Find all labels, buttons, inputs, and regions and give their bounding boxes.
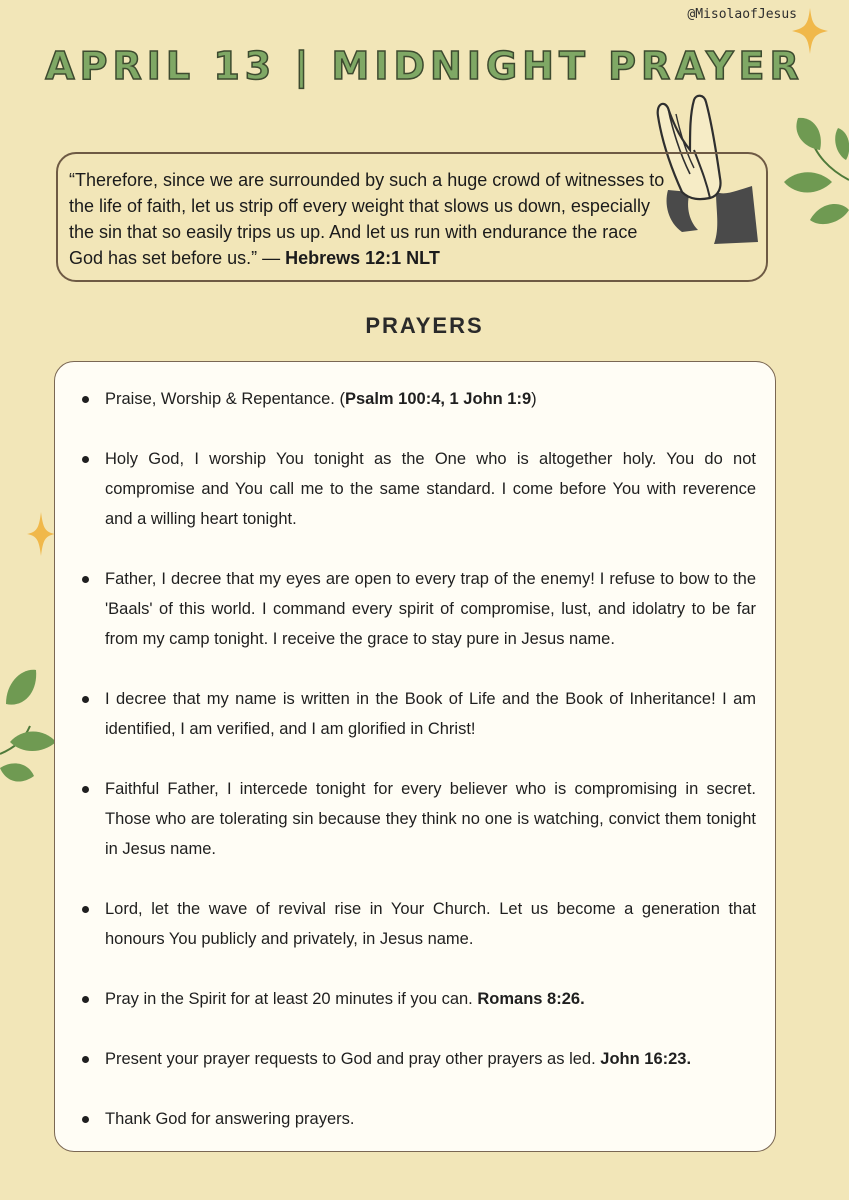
prayer-item — [80, 564, 756, 654]
prayer-text: Thank God for answering prayers. — [105, 1110, 355, 1128]
prayer-text: Present your prayer requests to God and pray other prayers as led. — [105, 1050, 601, 1068]
scripture-quote — [69, 167, 669, 271]
leaf-icon — [0, 664, 58, 796]
prayer-text: Lord, let the wave of revival rise in Your Church. Let us become a generation that honours You publicly and privately, in Jesus name. — [105, 900, 756, 948]
prayer-text: Faithful Father, I intercede tonight for every believer who is compromising in secret. Those who are tolerating sin because they think no one is watching, convict them tonight in Jesus name. — [105, 780, 756, 858]
scripture-text: “Therefore, since we are surrounded by such a huge crowd of witnesses to the life of faith, let us strip off every weight that slows us down, especially the sin that so easily trips us up. And let us run with endurance the race God has set before us.” — — [69, 170, 665, 268]
prayer-reference: John 16:23. — [600, 1050, 692, 1068]
page-title: APRIL 13 | MIDNIGHT PRAYER — [45, 44, 804, 88]
scripture-reference: Hebrews 12:1 NLT — [285, 248, 440, 268]
prayer-text: Father, I decree that my eyes are open to every trap of the enemy! I refuse to bow to the 'Baals' of this world. I command every spirit of compromise, lust, and idolatry to be far from my camp tonight. I receive the grace to stay pure in Jesus name. — [105, 570, 756, 648]
prayer-reference: Psalm 100:4, 1 John 1:9 — [344, 390, 532, 408]
prayer-text: Pray in the Spirit for at least 20 minutes if you can. — [105, 990, 478, 1008]
author-handle: @MisolaofJesus — [687, 7, 797, 22]
prayer-item — [80, 444, 756, 534]
prayer-reference: Romans 8:26. — [477, 990, 585, 1008]
prayer-text-after: ) — [531, 390, 537, 408]
prayer-item — [80, 774, 756, 864]
prayer-item — [80, 684, 756, 744]
prayer-text: I decree that my name is written in the Book of Life and the Book of Inheritance! I am identified, I am verified, and I am glorified in Christ! — [105, 690, 756, 738]
prayer-item — [80, 384, 756, 414]
sparkle-icon — [27, 512, 55, 556]
prayer-text: Holy God, I worship You tonight as the One who is altogether holy. You do not compromise and You call me to the same standard. I come before You with reverence and a willing heart tonight. — [105, 450, 756, 528]
prayer-item — [80, 1104, 756, 1134]
prayer-item — [80, 894, 756, 954]
leaf-icon — [780, 110, 849, 230]
prayers-heading: PRAYERS — [365, 313, 484, 338]
prayer-list — [80, 384, 756, 1164]
prayer-item — [80, 1044, 756, 1074]
prayer-item — [80, 984, 756, 1014]
prayer-text: Praise, Worship & Repentance. ( — [105, 390, 345, 408]
